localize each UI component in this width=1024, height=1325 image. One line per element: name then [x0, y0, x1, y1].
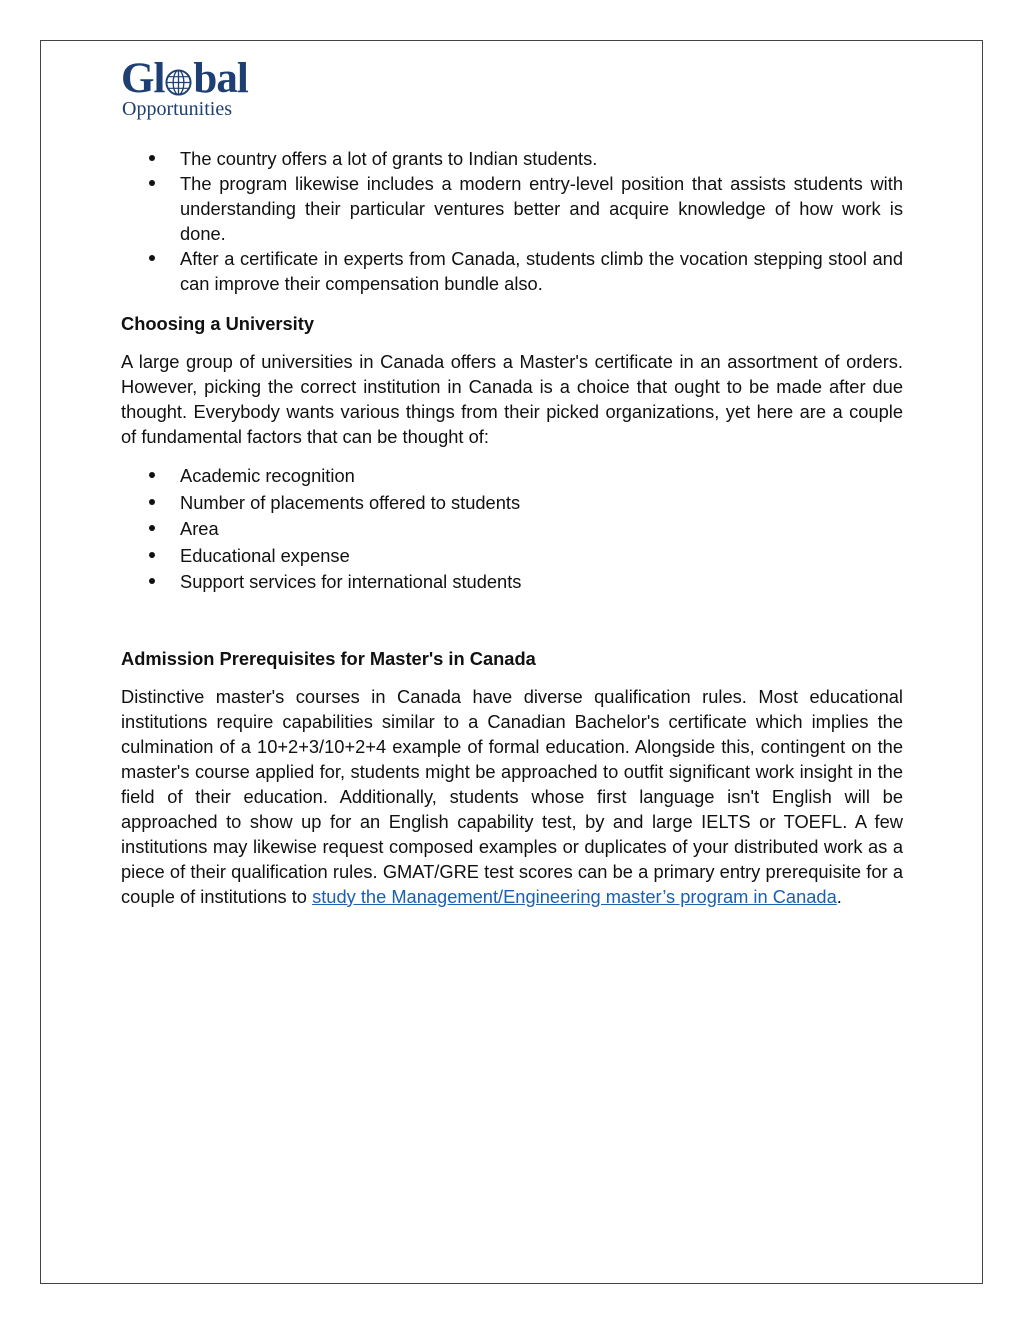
section-heading-admission-prerequisites: Admission Prerequisites for Master's in Canada: [121, 647, 536, 669]
list-item: Support services for international students: [121, 569, 903, 596]
logo-wordmark: [121, 55, 248, 102]
admission-paragraph-end: .: [836, 885, 842, 907]
logo-text-left: Gl: [121, 55, 165, 102]
list-item: Number of placements offered to students: [121, 490, 903, 517]
document-body: [121, 146, 903, 909]
logo-subtitle: Opportunities: [122, 98, 232, 120]
list-item: The program likewise includes a modern entry-level position that assists students with understanding their particular ventures better and acquire knowledge of how work is done.: [121, 171, 903, 246]
study-program-link[interactable]: study the Management/Engineering master’s program in Canada: [312, 885, 837, 907]
global-opportunities-logo: [121, 55, 271, 122]
admission-paragraph: [121, 684, 903, 909]
globe-icon: [165, 69, 192, 96]
list-item: The country offers a lot of grants to Indian students.: [121, 146, 903, 171]
factors-bullet-list: [121, 463, 903, 596]
list-item: Educational expense: [121, 543, 903, 570]
choosing-university-paragraph: A large group of universities in Canada offers a Master's certificate in an assortment of orders. However, picking the correct institution in Canada is a choice that ought to be made after due thought. Everybody wants various things from their picked organizations, yet here are a couple of fundamental factors that can be thought of:: [121, 351, 903, 447]
list-item: Area: [121, 516, 903, 543]
list-item: After a certificate in experts from Canada, students climb the vocation stepping stool and can improve their compensation bundle also.: [121, 246, 903, 296]
section-heading-choosing-university: Choosing a University: [121, 313, 315, 334]
list-item: Academic recognition: [121, 463, 903, 490]
admission-paragraph-text: Distinctive master's courses in Canada have diverse qualification rules. Most educational institutions require capabilities similar to a Canadian Bachelor's certificate which implies the culmination of a 10+2+3/10+2+4 example of formal education. Alongside this, contingent on the master's course applied for, students might be approached to outfit significant work insight in the field of their education. Additionally, students whose first language isn't English will be approached to show up for an English capability test, by and large IELTS or TOEFL. A few institutions may likewise request composed examples or duplicates of your distributed work as a piece of their qualification rules. GMAT/GRE test scores can be a primary entry prerequisite for a couple of institutions to: [121, 685, 903, 907]
intro-bullet-list: [121, 146, 903, 296]
logo-text-right: bal: [193, 55, 248, 102]
